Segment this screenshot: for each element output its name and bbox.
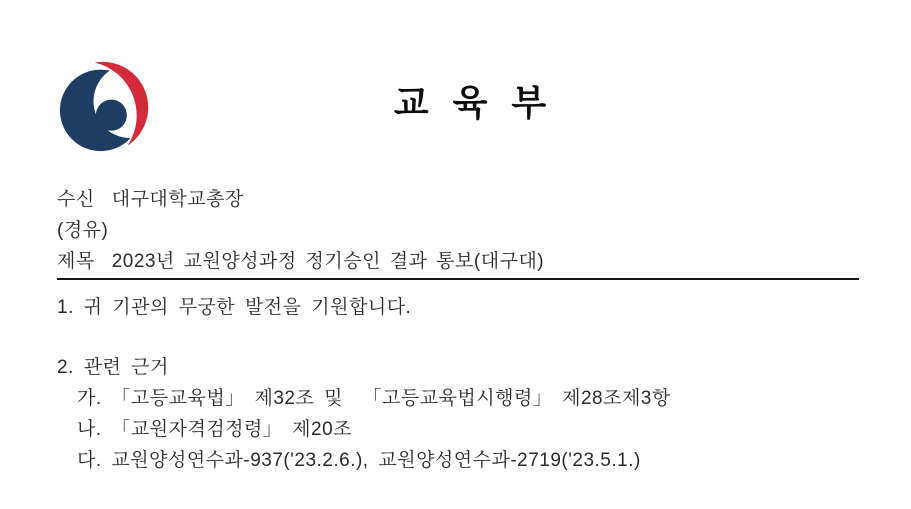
subject-line <box>57 246 544 277</box>
basis-item: 나. 「교원자격검정령」 제20조 <box>77 419 353 440</box>
greeting-paragraph: 1. 귀 기관의 무궁한 발전을 기원합니다. <box>57 297 412 318</box>
recipient-label: 수신 <box>57 189 95 210</box>
recipient-value: 대구대학교총장 <box>111 189 244 210</box>
subject-label: 제목 <box>57 251 95 272</box>
via-line: (경유) <box>57 220 109 241</box>
letter-header <box>57 184 544 277</box>
basis-item: 가. 「고등교육법」 제32조 및 「고등교육법시행령」 제28조제3항 <box>77 388 671 409</box>
header-divider-line <box>57 278 859 280</box>
recipient-line <box>57 184 544 215</box>
subject-value: 2023년 교원양성과정 정기승인 결과 통보(대구대) <box>111 251 545 272</box>
basis-item: 다. 교원양성연수과-937('23.2.6.), 교원양성연수과-2719('23.5.1.) <box>77 450 641 471</box>
basis-heading: 2. 관련 근거 <box>57 357 169 378</box>
ministry-title: 교 육 부 <box>393 82 554 123</box>
legal-basis-section <box>57 352 671 476</box>
